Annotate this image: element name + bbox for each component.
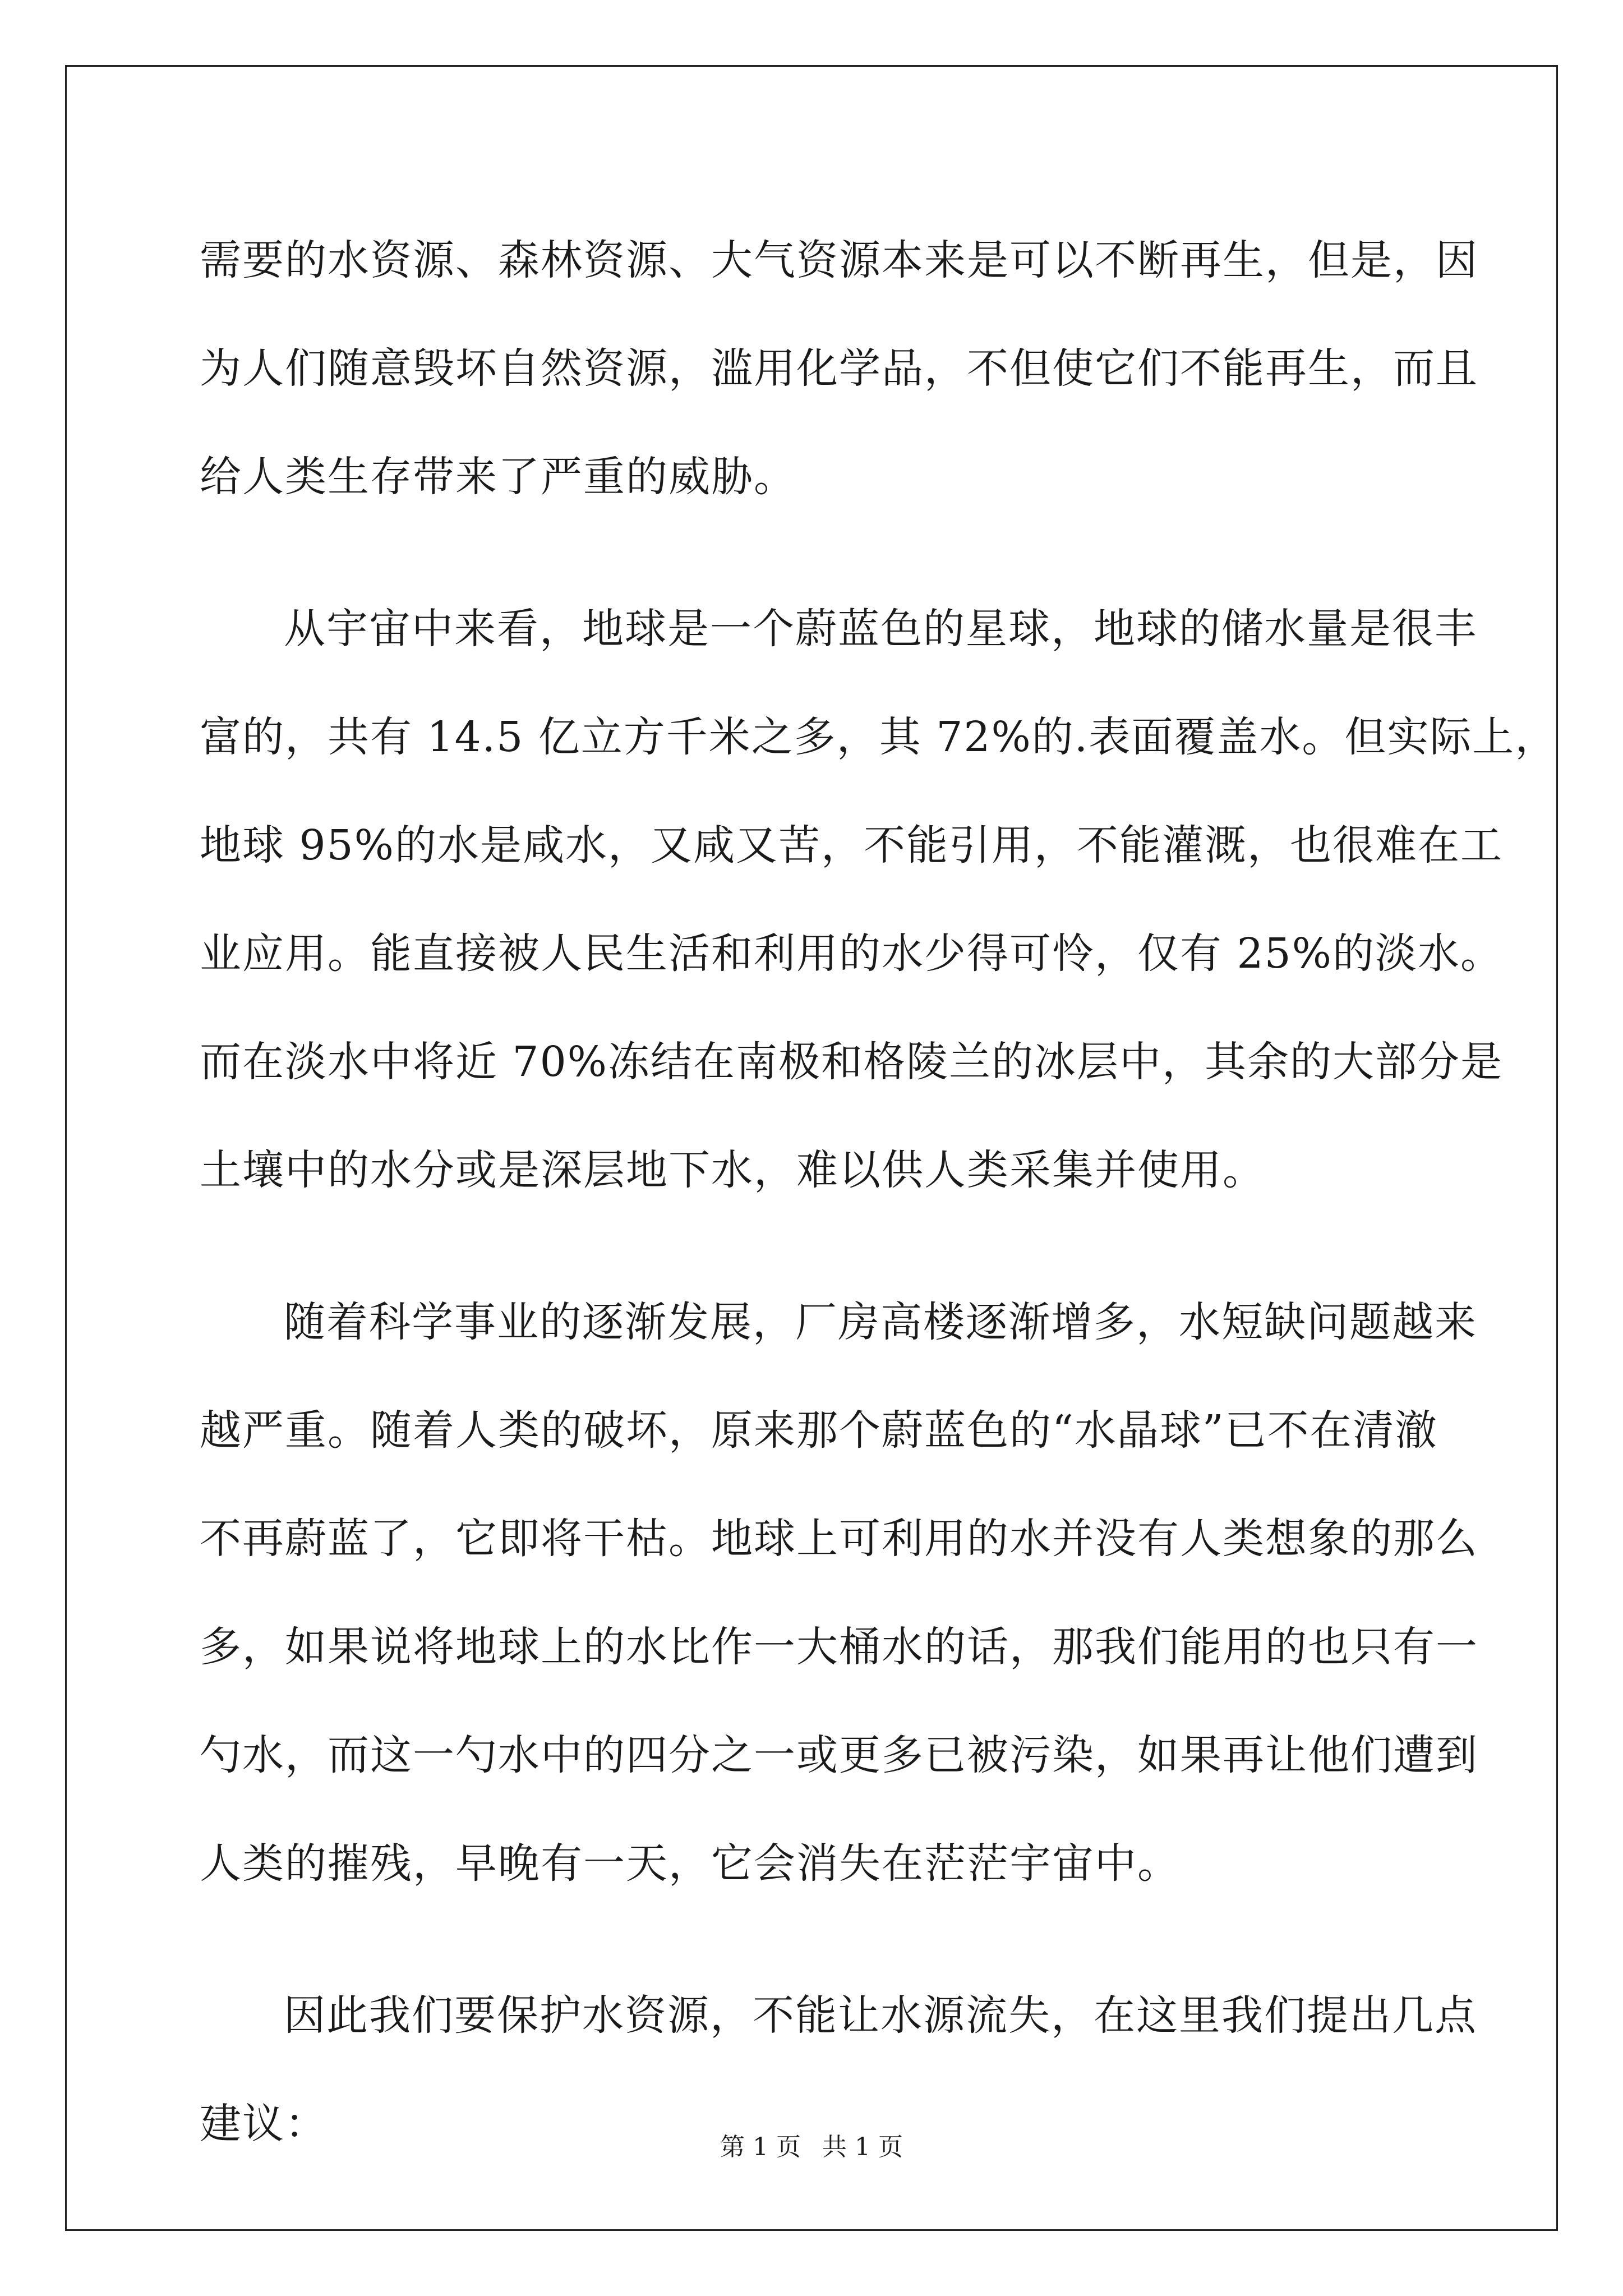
paragraph-1 [200,206,1478,531]
paragraph-2 [200,575,1558,1225]
text-line: 给人类生存带来了严重的威胁。 [200,453,796,501]
text-line: 越严重。随着人类的破坏，原来那个蔚蓝色的“水晶球”已不在清澈 [200,1406,1438,1455]
text-line: 地球 95%的水是咸水，又咸又苦，不能引用，不能灌溉，也很难在工 [200,821,1503,869]
text-line: 而在淡水中将近 70%冻结在南极和格陵兰的冰层中，其余的大部分是 [200,1038,1503,1086]
text-line: 需要的水资源、森林资源、大气资源本来是可以不断再生，但是，因 [200,236,1478,284]
document-body [200,206,1558,2222]
text-line: 随着科学事业的逐渐发展，厂房高楼逐渐增多，水短缺问题越来 [284,1298,1477,1346]
text-line: 业应用。能直接被人民生活和利用的水少得可怜，仅有 25%的淡水。 [200,930,1503,978]
text-line: 不再蔚蓝了，它即将干枯。地球上可利用的水并没有人类想象的那么 [200,1515,1478,1563]
text-line: 富的，共有 14.5 亿立方千米之多，其 72%的.表面覆盖水。但实际上， [200,713,1558,761]
text-line: 从宇宙中来看，地球是一个蔚蓝色的星球，地球的储水量是很丰 [284,605,1477,653]
text-line: 人类的摧残，早晚有一天，它会消失在茫茫宇宙中。 [200,1839,1180,1888]
page-footer [0,2131,1623,2164]
page-number: 第 1 页 [720,2133,801,2161]
text-line: 勺水，而这一勺水中的四分之一或更多已被污染，如果再让他们遭到 [200,1731,1478,1779]
text-line: 因此我们要保护水资源，不能让水源流失，在这里我们提出几点 [284,1991,1477,2040]
total-pages: 共 1 页 [822,2133,903,2161]
text-line: 建议： [200,2100,328,2148]
text-line: 多，如果说将地球上的水比作一大桶水的话，那我们能用的也只有一 [200,1623,1478,1671]
text-line: 为人们随意毁坏自然资源，滥用化学品，不但使它们不能再生，而且 [200,344,1478,393]
paragraph-3 [200,1268,1478,1918]
text-line: 土壤中的水分或是深层地下水，难以供人类采集并使用。 [200,1146,1265,1194]
